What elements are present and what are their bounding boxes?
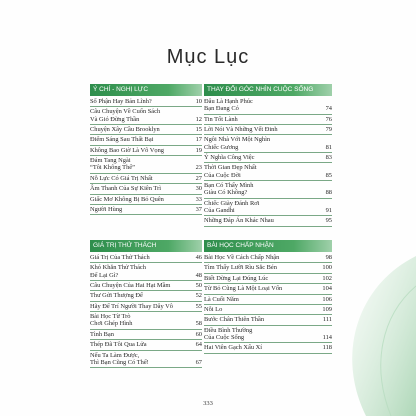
section-header-bai-hoc: BÀI HỌC CHẤP NHẬN xyxy=(204,240,332,252)
toc-entry xyxy=(90,312,202,330)
toc-entry-page: 50 xyxy=(195,281,202,289)
toc-entry xyxy=(204,181,332,199)
toc-entry-title: Giá Trị Của Thử Thách xyxy=(90,254,150,261)
toc-entry xyxy=(204,115,332,125)
toc-entry-title: Bước Chân Thiên Thần xyxy=(204,316,265,324)
toc-entry-page: 91 xyxy=(325,206,332,214)
section-list-thay-doi xyxy=(204,97,332,227)
toc-entry xyxy=(90,107,202,125)
toc-entry-page: 102 xyxy=(322,274,332,282)
toc-entry-title: Câu Chuyện Về Cuốn Sách Và Gió Đừng Thần xyxy=(90,108,161,123)
toc-entry xyxy=(90,184,202,194)
toc-entry-title: Khó Khăn Thử Thách Để Lại Gì? xyxy=(90,264,146,279)
toc-entry xyxy=(90,302,202,312)
toc-entry-title: Đâu Là Hạnh Phúc Bạn Đang Có xyxy=(204,98,253,113)
toc-entry-page: 118 xyxy=(322,344,332,352)
toc-entry-title: Thép Đã Tôi Qua Lửa xyxy=(90,341,147,349)
toc-entry xyxy=(204,97,332,115)
toc-entry-page: 64 xyxy=(195,341,202,349)
toc-entry-title: Ý Nghĩa Công Việc xyxy=(204,153,255,161)
toc-entry-page: 67 xyxy=(195,358,202,366)
toc-entry-title: Tìm Thấy Lưỡi Rìu Sắc Bén xyxy=(204,264,277,272)
toc-entry-page: 76 xyxy=(325,115,332,123)
toc-entry xyxy=(90,281,202,291)
toc-entry-page: 111 xyxy=(322,316,332,324)
toc-entry-page: 114 xyxy=(322,333,332,341)
toc-entry-title: Nỗi Lo xyxy=(204,305,223,313)
section-header-thay-doi: THAY ĐỔI GÓC NHÌN CUỘC SỐNG xyxy=(204,84,332,96)
toc-entry-title: Biết Dừng Lại Đúng Lúc xyxy=(204,274,269,282)
toc-entry-title: Đám Tang Ngài “Tôi Không Thể” xyxy=(90,157,135,172)
toc-entry-page: 23 xyxy=(195,164,202,172)
toc-entry-title: Nỗ Lực Có Giá Trị Nhất xyxy=(90,174,153,182)
toc-entry-title: Tin Tốt Lành xyxy=(204,115,238,123)
toc-entry-page: 100 xyxy=(322,264,332,272)
section-header-y-chi: Ý CHÍ - NGHỊ LỰC xyxy=(90,84,202,96)
toc-entry-page: 109 xyxy=(322,305,332,313)
toc-entry-title: Chiếc Giày Đánh Rơi Của Gandhi xyxy=(204,199,260,214)
toc-entry-page: 81 xyxy=(325,143,332,151)
toc-entry-title: Hãy Để Trí Người Thay Dây Vô xyxy=(90,302,173,310)
toc-entry-page: 79 xyxy=(325,125,332,133)
toc-entry-page: 74 xyxy=(325,105,332,113)
toc-entry-title: Tình Bạn xyxy=(90,330,114,338)
toc-entry-title: Những Đáp Án Khác Nhau xyxy=(204,217,274,225)
toc-entry xyxy=(90,146,202,156)
toc-entry-title: Giấc Mơ Không Bị Bỏ Quên xyxy=(90,195,164,203)
section-list-y-chi xyxy=(90,97,202,215)
toc-entry-title: Bạn Có Thấy Mình Giàu Có Không? xyxy=(204,181,254,197)
toc-entry xyxy=(204,125,332,135)
toc-entry xyxy=(204,135,332,153)
toc-entry xyxy=(90,253,202,263)
toc-entry-page: 17 xyxy=(195,136,202,144)
toc-entry-title: Âm Thanh Của Sự Kiên Trì xyxy=(90,185,161,193)
toc-entry xyxy=(90,125,202,135)
toc-entry-title: Bài Học Từ Trò Chơi Ghép Hình xyxy=(90,313,133,328)
toc-entry-page: 46 xyxy=(195,254,202,261)
toc-entry-page: 52 xyxy=(195,292,202,300)
toc-entry-title: Điểm Sáng Sau Thất Bại xyxy=(90,136,154,144)
toc-entry-title: Bài Học Về Cách Chấp Nhận xyxy=(204,254,280,261)
toc-entry-page: 19 xyxy=(195,146,202,154)
toc-entry-page: 106 xyxy=(322,295,332,303)
toc-entry-title: Là Cuối Năm xyxy=(204,295,239,303)
toc-entry-page: 58 xyxy=(195,320,202,328)
toc-entry-title: Lời Nói Và Những Vết Đinh xyxy=(204,125,278,133)
toc-entry-title: Ngôi Nhà Với Một Nghìn Chiếc Gương xyxy=(204,136,271,151)
toc-entry-title: Nếu Ta Làm Được, Thì Bạn Cũng Có Thể! xyxy=(90,351,149,366)
toc-entry xyxy=(204,153,332,163)
toc-entry xyxy=(90,330,202,340)
section-header-gia-tri: GIÁ TRỊ THỬ THÁCH xyxy=(90,240,202,252)
toc-entry-title: Thư Gửi Thượng Đế xyxy=(90,292,143,300)
toc-entry-page: 48 xyxy=(195,271,202,279)
toc-entry xyxy=(90,263,202,281)
toc-entry-page: 12 xyxy=(195,115,202,123)
toc-entry-page: 10 xyxy=(195,98,202,105)
toc-entry-title: Chuyện Xây Cầu Brooklyn xyxy=(90,125,160,133)
toc-entry-page: 30 xyxy=(195,185,202,193)
toc-entry-title: Người Hùng xyxy=(90,205,123,213)
toc-entry-title: Số Phận Hay Bản Lĩnh? xyxy=(90,98,152,105)
toc-entry-title: Không Bao Giờ Là Vô Vọng xyxy=(90,146,164,154)
toc-entry-page: 37 xyxy=(195,205,202,213)
toc-entry xyxy=(90,205,202,215)
toc-entry-title: Thời Gian Đẹp Nhất Của Cuộc Đời xyxy=(204,164,257,179)
toc-entry-title: Từ Bỏ Cũng Là Một Loại Vốn xyxy=(204,285,283,293)
toc-entry-page: 60 xyxy=(195,330,202,338)
toc-entry xyxy=(90,174,202,184)
toc-entry xyxy=(90,97,202,107)
page-title: Mục Lục xyxy=(166,46,250,68)
toc-entry xyxy=(90,195,202,205)
toc-entry-page: 33 xyxy=(195,195,202,203)
toc-entry-page: 98 xyxy=(325,254,332,261)
toc-entry-title: Hai Viên Gạch Xấu Xí xyxy=(204,344,263,352)
toc-entry xyxy=(90,351,202,369)
toc-entry-page: 88 xyxy=(325,189,332,197)
toc-entry-page: 85 xyxy=(325,171,332,179)
toc-entry xyxy=(90,156,202,174)
toc-entry-title: Điều Bình Thường Của Cuộc Sống xyxy=(204,326,253,341)
toc-entry-page: 55 xyxy=(195,302,202,310)
page-number: 333 xyxy=(203,400,213,407)
toc-entry xyxy=(90,135,202,145)
leaf-decoration-icon xyxy=(296,246,416,416)
toc-entry-page: 27 xyxy=(195,174,202,182)
toc-entry xyxy=(204,163,332,181)
toc-entry-page: 95 xyxy=(325,217,332,225)
toc-entry-page: 15 xyxy=(195,125,202,133)
toc-entry xyxy=(90,340,202,350)
toc-entry-title: Câu Chuyện Của Hai Hạt Mầm xyxy=(90,281,171,289)
toc-entry xyxy=(204,216,332,226)
toc-entry xyxy=(90,291,202,301)
toc-entry xyxy=(204,199,332,217)
toc-entry-page: 104 xyxy=(322,285,332,293)
section-list-gia-tri xyxy=(90,253,202,368)
toc-entry-page: 83 xyxy=(325,153,332,161)
